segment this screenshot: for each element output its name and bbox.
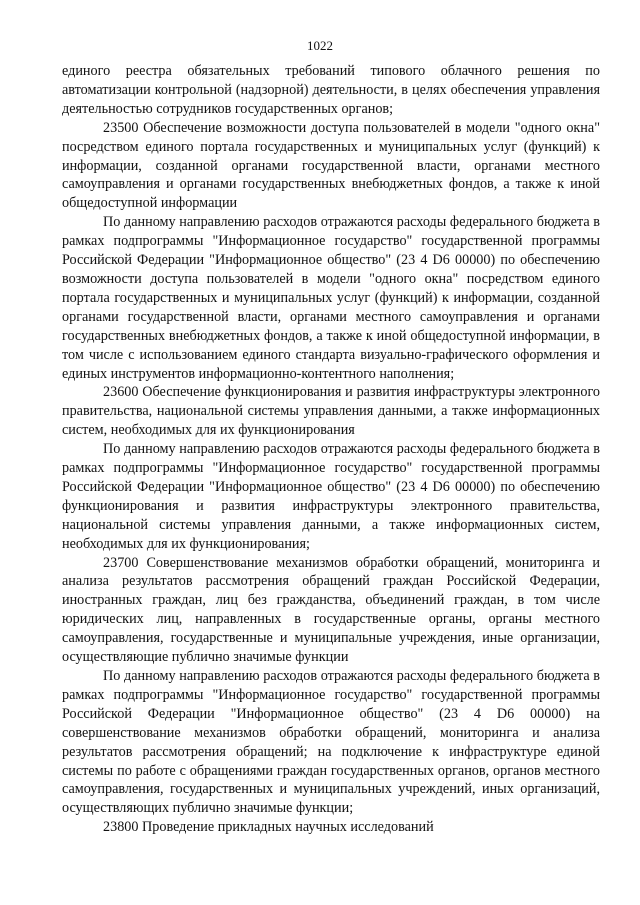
paragraph-description-23700: По данному направлению расходов отражаются расходы федерального бюджета в рамках подпрограммы "Информационное государство" государственной программы Российской Федерации "Информационное общество" (23 4 D6 00000) на совершенствование механизмов обработки обращений, мониторинга и анализа результатов рассмотрения обращений; на подключение к инфраструктуре единой системы по работе с обращениями граждан государственных органов, органов местного самоуправления, государственных и муниципальных учреждений, иных организаций, осуществляющих публично значимые функции; (62, 668, 600, 817)
paragraph-continuation: единого реестра обязательных требований типового облачного решения по автоматизации контрольной (надзорной) деятельности, в целях обеспечения управления деятельностью сотрудников государственных органов; (62, 63, 600, 117)
paragraph-heading-23500: 23500 Обеспечение возможности доступа пользователей в модели "одного окна" посредством единого портала государственных и муниципальных услуг (функций) к информации, созданной органами государственной власти, органами местного самоуправления и органами государственных внебюджетных фондов, а также к иной общедоступной информации (62, 119, 600, 212)
paragraph-heading-23700: 23700 Совершенствование механизмов обработки обращений, мониторинга и анализа результатов рассмотрения обращений граждан Российской Федерации, иностранных граждан, лиц без гражданства, объединений граждан, в том числе юридических лиц, направленных в государственные органы, органы местного самоуправления, государственные и муниципальные учреждения, иные организации, осуществляющие публично значимые функции (62, 554, 600, 666)
paragraph-description-23600: По данному направлению расходов отражаются расходы федерального бюджета в рамках подпрограммы "Информационное государство" государственной программы Российской Федерации "Информационное общество" (23 4 D6 00000) по обеспечению функционирования и развития инфраструктуры электронного правительства, национальной системы управления данными, а также информационных систем, необходимых для их функционирования; (62, 441, 600, 552)
paragraph-heading-23600: 23600 Обеспечение функционирования и развития инфраструктуры электронного правительства, национальной системы управления данными, а также информационных систем, необходимых для их функционирования (62, 384, 600, 439)
page-number: 1022 (307, 38, 333, 53)
paragraph-description-23500: По данному направлению расходов отражаются расходы федерального бюджета в рамках подпрограммы "Информационное государство" государственной программы Российской Федерации "Информационное общество" (23 4 D6 00000) по обеспечению возможности доступа пользователей в модели "одного окна" посредством единого портала государственных и муниципальных услуг (функций) к информации, созданной органами государственной власти, органами местного самоуправления и органами государственных внебюджетных фондов, а также к иной общедоступной информации, в том числе с использованием единого стандарта визуально-графического оформления и единых инструментов информационно-контентного наполнения; (62, 214, 600, 382)
paragraph-heading-23800: 23800 Проведение прикладных научных исследований (103, 819, 434, 836)
document-body (62, 62, 600, 837)
